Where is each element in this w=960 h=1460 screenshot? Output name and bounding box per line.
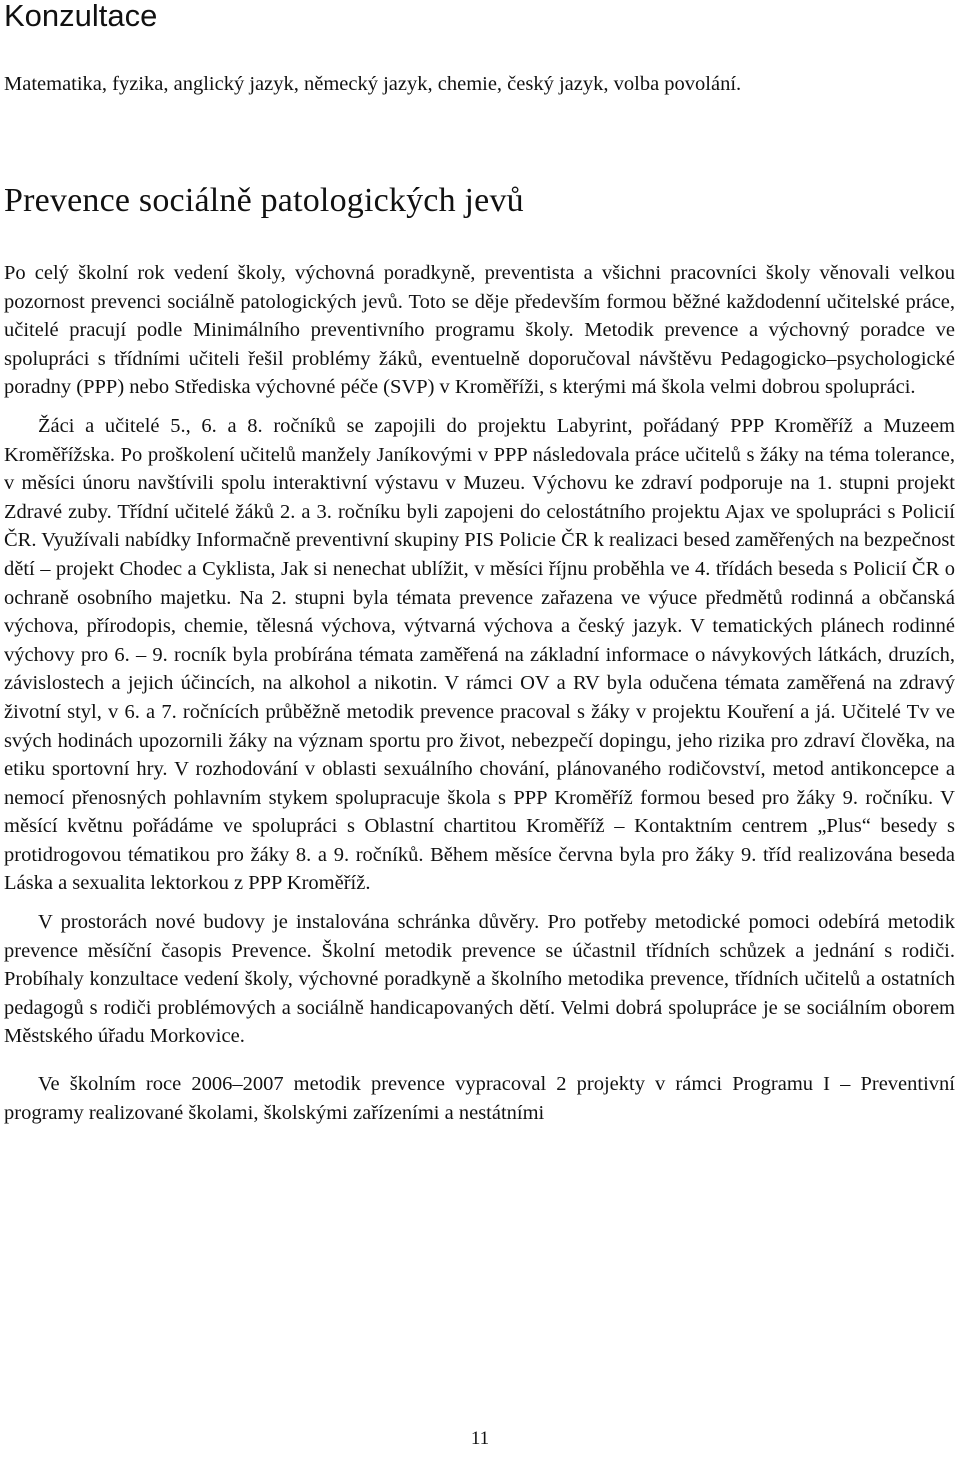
- konzultace-subject-list: Matematika, fyzika, anglický jazyk, německý jazyk, chemie, český jazyk, volba povolání.: [4, 73, 742, 95]
- prevence-body: [4, 259, 955, 1127]
- prevence-paragraph-3: V prostorách nové budovy je instalována schránka důvěry. Pro potřeby metodické pomoci odebírá metodik prevence měsíční časopis Prevence. Školní metodik prevence se účastnil třídních schůzek a jednání s rodiči. Probíhaly konzultace vedení školy, výchovné poradkyně a školního metodika prevence, třídních učitelů a ostatních pedagogů s rodiči problémových a sociálně handicapovaných dětí. Velmi dobrá spolupráce je se sociálním oborem Městského úřadu Morkovice.: [4, 911, 955, 1048]
- page-number: 11: [470, 1428, 490, 1449]
- section-heading-prevence: Prevence sociálně patologických jevů: [4, 182, 524, 219]
- prevence-paragraph-1: Po celý školní rok vedení školy, výchovná poradkyně, preventista a všichni pracovníci školy věnovali velkou pozornost prevenci sociálně patologických jevů. Toto se děje především formou běžné každodenní učitelské práce, učitelé pracují podle Minimálního preventivního programu školy. Metodik prevence a výchovný poradce ve spolupráci s třídními učiteli řešil problémy žáků, eventuelně doporučoval návštěvu Pedagogicko–psychologické poradny (PPP) nebo Střediska výchovné péče (SVP) v Kroměříži, s kterými má škola velmi dobrou spolupráci.: [4, 262, 955, 399]
- prevence-paragraph-4: Ve školním roce 2006–2007 metodik prevence vypracoval 2 projekty v rámci Programu I – Preventivní programy realizované školami, školskými zařízeními a nestátními: [4, 1073, 955, 1124]
- prevence-paragraph-2: Žáci a učitelé 5., 6. a 8. ročníků se zapojili do projektu Labyrint, pořádaný PPP Kroměříž a Muzeem Kroměřížska. Po proškolení učitelů manžely Janíkovými v PPP následovala práce učitelů s žáky na téma tolerance, v měsíci únoru navštívili spolu interaktivní výstavu v Muzeu. Výchovu ke zdraví podporuje na 1. stupni projekt Zdravé zuby. Třídní učitelé žáků 2. a 3. ročníku byli zapojeni do celostátního projektu Ajax ve spolupráci s Policií ČR. Využívali nabídky Informačně preventivní skupiny PIS Policie ČR k realizaci besed zaměřených na bezpečnost dětí – projekt Chodec a Cyklista, Jak si nenechat ublížit, v měsíci říjnu proběhla ve 4. třídách beseda s Policií ČR o ochraně osobního majetku. Na 2. stupni byla témata prevence zařazena ve výuce předmětů rodinná a občanská výchova, přírodopis, chemie, tělesná výchova, výtvarná výchova a český jazyk. V tematických plánech rodinné výchovy pro 6. – 9. rocník byla probírána témata zaměřená na základní informace o návykových látkách, druzích, závislostech a jejich účincích, na alkohol a nikotin. V rámci OV a RV byla odučena témata zaměřená na zdravý životní styl, v 6. a 7. ročnících průběžně metodik prevence pracoval s žáky v projektu Kouření a já. Učitelé Tv ve svých hodinách upozornili žáky na význam sportu pro život, nebezpečí dopingu, jeho rizika pro zdraví člověka, na etiku sportovní hry. V rozhodování v oblasti sexuálního chování, plánovaného rodičovství, metod antikoncepce a nemocí přenosných pohlavním stykem spolupracuje škola s PPP Kroměříž formou besed pro žáky 9. ročníku. V měsící květnu pořádáme ve spolupráci s Oblastní chartitou Kroměříž – Kontaktním centrem „Plus“ besedy s protidrogovou tématikou pro žáky 8. a 9. ročníků. Během měsíce června byla pro žáky 9. tříd realizována beseda Láska a sexualita lektorkou z PPP Kroměříž.: [4, 414, 955, 895]
- section-heading-konzultace: Konzultace: [4, 0, 158, 33]
